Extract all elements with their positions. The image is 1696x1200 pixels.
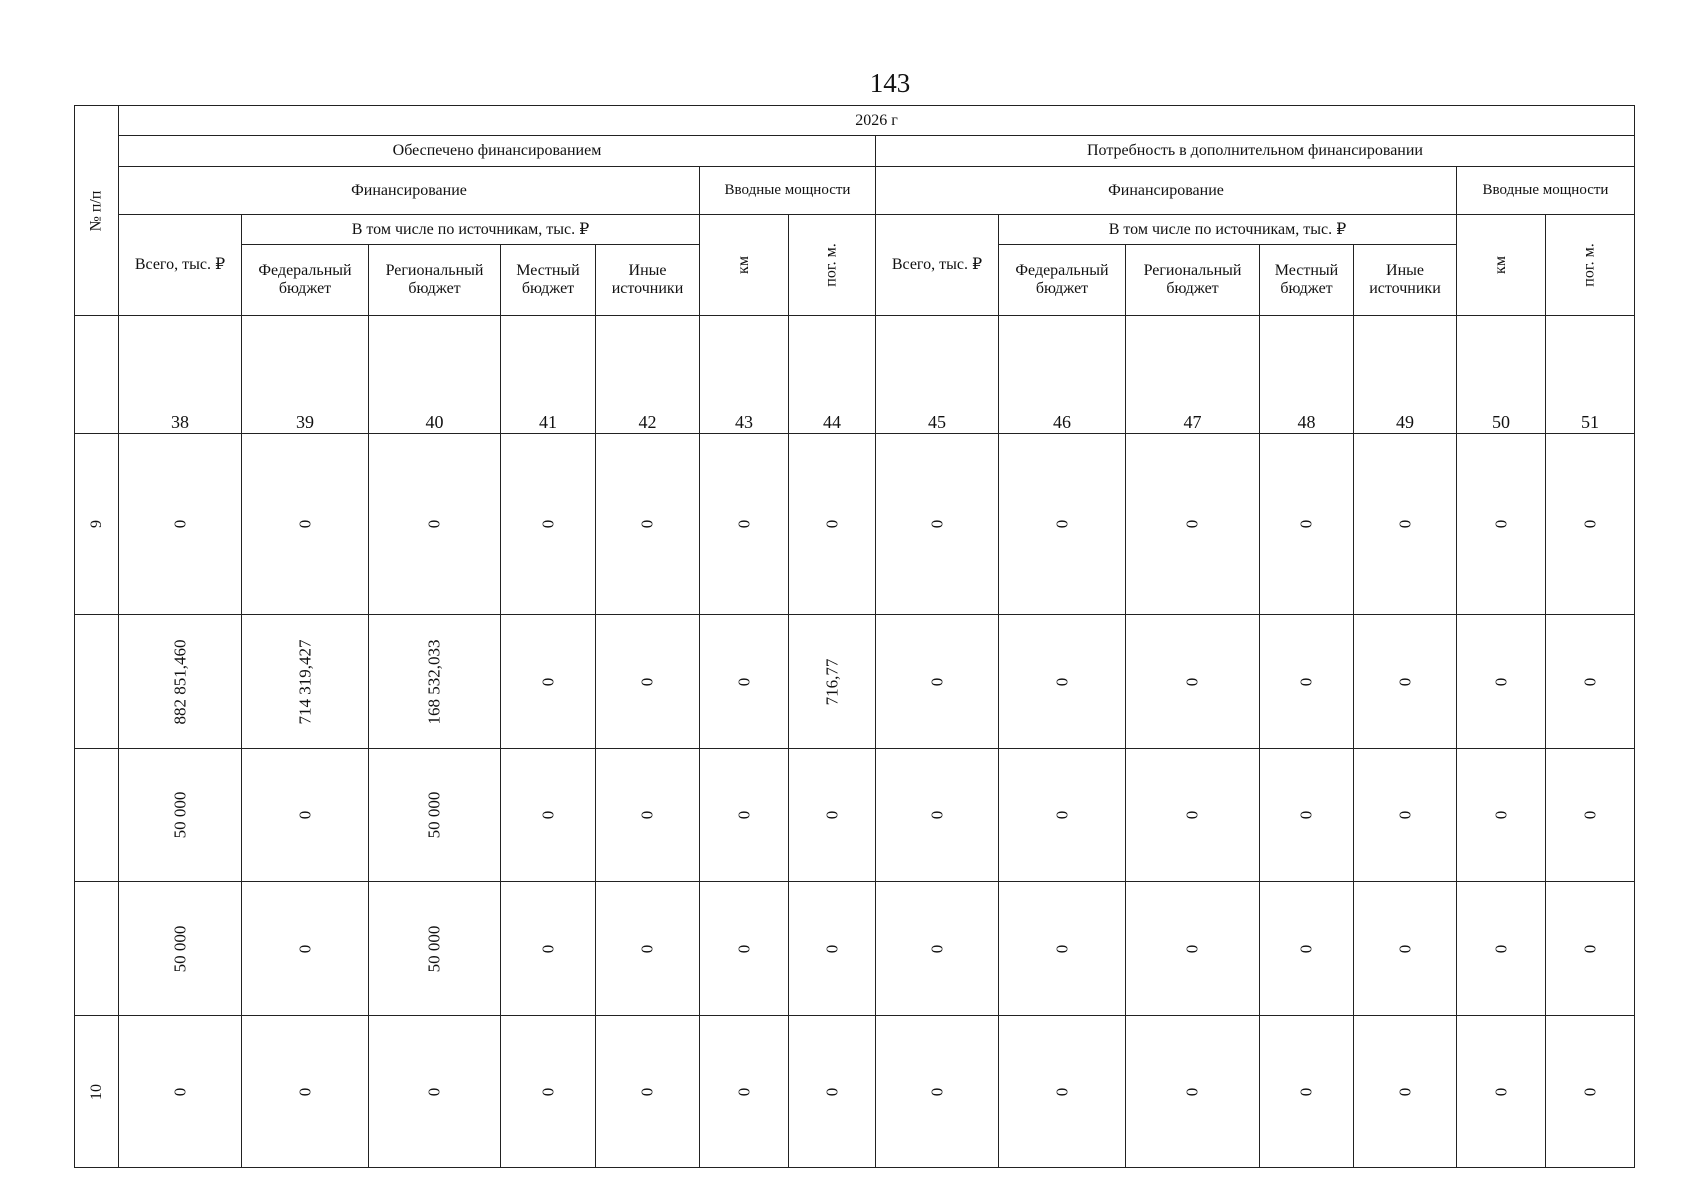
table-cell: 0: [1546, 434, 1635, 615]
table-cell: 0: [369, 434, 501, 615]
row-number: [75, 615, 119, 749]
financing-header: Финансирование: [119, 167, 700, 215]
table-cell: 0: [789, 749, 876, 882]
km-header: км: [1457, 215, 1546, 316]
table-cell: 0: [1126, 615, 1260, 749]
table-cell: 716,77: [789, 615, 876, 749]
pog-m-header: пог. м.: [789, 215, 876, 316]
table-cell: 0: [700, 882, 789, 1016]
table-cell: 0: [789, 1016, 876, 1168]
table-cell: 0: [1546, 749, 1635, 882]
other-sources-header: Иные источники: [596, 245, 700, 316]
table-cell: 882 851,460: [119, 615, 242, 749]
table-cell: 0: [999, 749, 1126, 882]
table-cell: 0: [501, 1016, 596, 1168]
other-sources-header: Иные источники: [1354, 245, 1457, 316]
table-cell: 0: [1260, 615, 1354, 749]
table-row: [75, 1016, 1635, 1168]
column-number: 45: [876, 316, 999, 434]
table-cell: 0: [1457, 1016, 1546, 1168]
table-cell: 0: [501, 882, 596, 1016]
column-number: 49: [1354, 316, 1457, 434]
column-number: 46: [999, 316, 1126, 434]
financing-table: [74, 105, 1635, 1168]
local-budget-header: Местный бюджет: [1260, 245, 1354, 316]
table-cell: 0: [700, 434, 789, 615]
pog-m-header: пог. м.: [1546, 215, 1635, 316]
column-number: 42: [596, 316, 700, 434]
table-cell: 0: [242, 1016, 369, 1168]
table-cell: 0: [369, 1016, 501, 1168]
federal-budget-header: Федеральный бюджет: [999, 245, 1126, 316]
table-cell: 0: [876, 434, 999, 615]
table-cell: 0: [999, 882, 1126, 1016]
column-number: 39: [242, 316, 369, 434]
row-number: 10: [75, 1016, 119, 1168]
year-header: 2026 г: [119, 106, 1635, 136]
table-cell: 0: [596, 749, 700, 882]
table-cell: 0: [1126, 749, 1260, 882]
table-cell: 0: [501, 615, 596, 749]
table-cell: 0: [876, 1016, 999, 1168]
table-cell: 0: [700, 615, 789, 749]
table-cell: 0: [789, 434, 876, 615]
table-cell: 0: [596, 434, 700, 615]
table-cell: 714 319,427: [242, 615, 369, 749]
table-cell: 0: [242, 749, 369, 882]
table-cell: 50 000: [369, 882, 501, 1016]
table-cell: 0: [1457, 615, 1546, 749]
table-cell: 0: [1260, 749, 1354, 882]
column-number: 43: [700, 316, 789, 434]
table-cell: 0: [876, 749, 999, 882]
local-budget-header: Местный бюджет: [501, 245, 596, 316]
column-numbers-row: [75, 316, 1635, 434]
regional-budget-header: Региональный бюджет: [369, 245, 501, 316]
secured-funding-header: Обеспечено финансированием: [119, 136, 876, 167]
row-number: 9: [75, 434, 119, 615]
row-number: [75, 882, 119, 1016]
table-cell: 0: [789, 882, 876, 1016]
table-cell: 0: [119, 1016, 242, 1168]
table-cell: 0: [999, 434, 1126, 615]
table-cell: 0: [596, 1016, 700, 1168]
by-sources-header: В том числе по источникам, тыс. ₽: [999, 215, 1457, 245]
table-row: [75, 615, 1635, 749]
table-cell: 168 532,033: [369, 615, 501, 749]
table-cell: 0: [1126, 434, 1260, 615]
table-cell: 0: [596, 615, 700, 749]
table-cell: 0: [501, 434, 596, 615]
table-cell: 0: [1260, 1016, 1354, 1168]
table-cell: 0: [700, 749, 789, 882]
table-row: [75, 882, 1635, 1016]
table-cell: 0: [1354, 882, 1457, 1016]
table-cell: 50 000: [119, 882, 242, 1016]
table-cell: 0: [119, 434, 242, 615]
table-cell: 0: [1260, 882, 1354, 1016]
table-cell: 0: [596, 882, 700, 1016]
additional-funding-header: Потребность в дополнительном финансировании: [876, 136, 1635, 167]
table-cell: 0: [876, 882, 999, 1016]
table-row: [75, 749, 1635, 882]
regional-budget-header: Региональный бюджет: [1126, 245, 1260, 316]
total-header: Всего, тыс. ₽: [876, 215, 999, 316]
table-cell: 50 000: [119, 749, 242, 882]
by-sources-header: В том числе по источникам, тыс. ₽: [242, 215, 700, 245]
table-cell: 0: [999, 1016, 1126, 1168]
table-row: [75, 434, 1635, 615]
column-number: 38: [119, 316, 242, 434]
table-body: [75, 106, 1635, 1168]
table-cell: 0: [700, 1016, 789, 1168]
table-cell: 0: [1457, 434, 1546, 615]
table-cell: 0: [1354, 615, 1457, 749]
column-number: 44: [789, 316, 876, 434]
financing-header: Финансирование: [876, 167, 1457, 215]
column-number: 47: [1126, 316, 1260, 434]
table-cell: 0: [1126, 1016, 1260, 1168]
column-number: 40: [369, 316, 501, 434]
page-number: 143: [869, 68, 911, 98]
column-number: 50: [1457, 316, 1546, 434]
table-cell: 50 000: [369, 749, 501, 882]
capacity-header: Вводные мощности: [1457, 167, 1635, 215]
column-number: 48: [1260, 316, 1354, 434]
column-number: 41: [501, 316, 596, 434]
table-cell: 0: [1546, 1016, 1635, 1168]
table-cell: 0: [1546, 615, 1635, 749]
table-cell: 0: [1354, 434, 1457, 615]
table-cell: 0: [242, 882, 369, 1016]
column-number: 51: [1546, 316, 1635, 434]
table-cell: 0: [1546, 882, 1635, 1016]
table-cell: 0: [1126, 882, 1260, 1016]
km-header: км: [700, 215, 789, 316]
federal-budget-header: Федеральный бюджет: [242, 245, 369, 316]
row-number-header: № п/п: [75, 106, 119, 316]
table-cell: 0: [1457, 882, 1546, 1016]
total-header: Всего, тыс. ₽: [119, 215, 242, 316]
table-cell: 0: [501, 749, 596, 882]
table-cell: 0: [1260, 434, 1354, 615]
table-cell: 0: [1457, 749, 1546, 882]
row-number: [75, 749, 119, 882]
capacity-header: Вводные мощности: [700, 167, 876, 215]
table-cell: 0: [1354, 1016, 1457, 1168]
table-cell: 0: [1354, 749, 1457, 882]
table-cell: 0: [876, 615, 999, 749]
table-cell: 0: [999, 615, 1126, 749]
table-cell: 0: [242, 434, 369, 615]
